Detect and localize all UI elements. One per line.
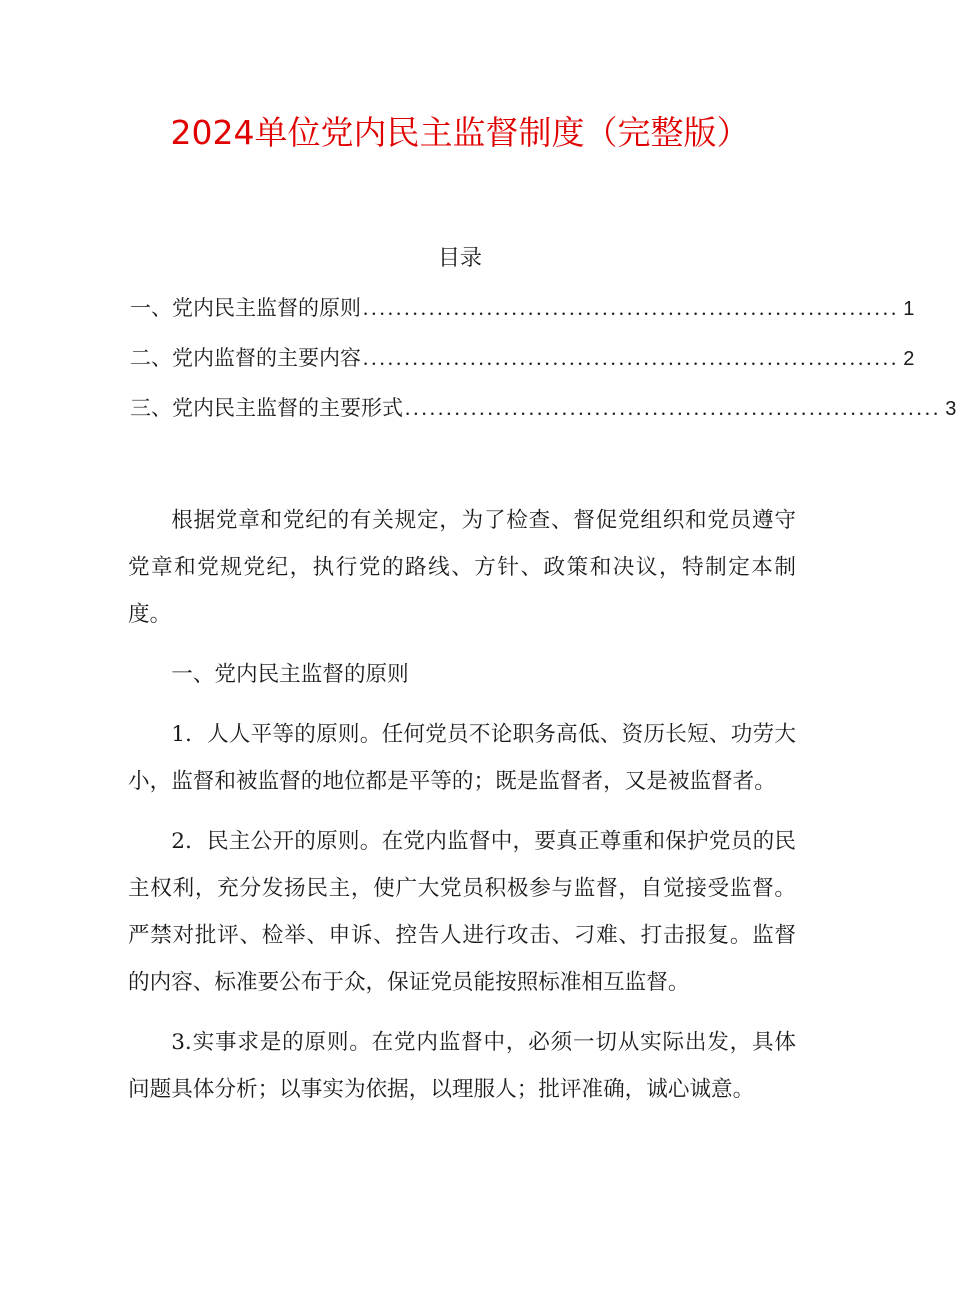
document-body	[128, 497, 796, 1113]
principle-paragraph: 2．民主公开的原则。在党内监督中，要真正尊重和保护党员的民主权利，充分发扬民主，使广大党员积极参与监督，自觉接受监督。严禁对批评、检举、申诉、控告人进行攻击、刁难、打击报复。监督的内容、标准要公布于众，保证党员能按照标准相互监督。	[128, 829, 796, 995]
intro-paragraph: 根据党章和党纪的有关规定，为了检查、督促党组织和党员遵守党章和党规党纪，执行党的路线、方针、政策和决议，特制定本制度。	[128, 508, 796, 627]
toc-heading: 目录	[437, 246, 482, 271]
toc-entry[interactable]	[130, 390, 956, 440]
document-title: 2024单位党内民主监督制度（完整版）	[170, 113, 750, 152]
toc-entry-label: 一、党内民主监督的原则	[130, 296, 361, 320]
toc-entry-page: 2	[903, 348, 915, 370]
principle-paragraph: 1．人人平等的原则。任何党员不论职务高低、资历长短、功劳大小，监督和被监督的地位都是平等的；既是监督者，又是被监督者。	[128, 722, 796, 794]
toc-entry-label: 三、党内民主监督的主要形式	[130, 396, 403, 420]
toc-leader-dots: .................................................................	[363, 296, 900, 320]
toc-leader-dots: .................................................................	[405, 396, 942, 420]
principle-paragraph: 3.实事求是的原则。在党内监督中，必须一切从实际出发，具体问题具体分析；以事实为依据，以理服人；批评准确，诚心诚意。	[128, 1030, 796, 1102]
toc-entry[interactable]	[130, 290, 915, 340]
toc-leader-dots: .................................................................	[363, 346, 900, 370]
toc-entry[interactable]	[130, 340, 915, 390]
section-heading: 一、党内民主监督的原则	[171, 662, 409, 687]
table-of-contents	[130, 290, 956, 440]
toc-entry-page: 3	[945, 398, 956, 420]
toc-entry-page: 1	[903, 298, 915, 320]
toc-entry-label: 二、党内监督的主要内容	[130, 346, 361, 370]
